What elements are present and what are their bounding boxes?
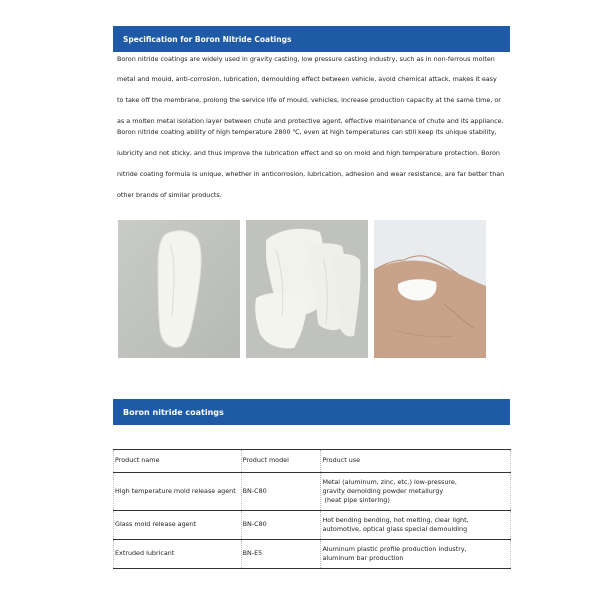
header-product-use: Product use — [321, 450, 511, 473]
table-row — [114, 473, 511, 511]
product-use-line: Metal (aluminum, zinc, etc.) low-pressure, — [322, 477, 457, 486]
product-use-cell — [321, 473, 511, 511]
coating-smear-photo — [118, 220, 240, 358]
table-row — [114, 511, 511, 540]
product-use-line: Aluminum plastic profile production industry, — [322, 544, 467, 553]
product-use-line: Hot bending bending, hot melting, clear light, — [322, 515, 469, 524]
product-use-cell — [321, 540, 511, 569]
header-product-name: Product name — [114, 450, 242, 473]
product-model-cell: BN-C80 — [241, 473, 321, 511]
product-name-cell: Extruded lubricant — [114, 540, 242, 569]
section-banner — [113, 399, 510, 425]
section-banner-title: Boron nitride coatings — [123, 407, 224, 417]
table-row — [114, 540, 511, 569]
intro-line: Boron nitride coatings are widely used in gravity casting, low pressure casting industry, such as in non-ferrous molten — [117, 55, 495, 63]
table-header-row — [114, 450, 511, 473]
product-name-cell: High temperature mold release agent — [114, 473, 242, 511]
intro-line: as a molten metal isolation layer between chute and protective agent, effective maintenance of chute and its appliance. — [117, 117, 504, 125]
spec-banner — [113, 26, 510, 52]
product-table — [113, 449, 511, 569]
intro-line: to take off the membrane, prolong the service life of mould, vehicles, increase production capacity at the same time, or — [117, 96, 501, 104]
intro-line: Boron nitride coating ability of high temperature 2800 ℃, even at high temperatures can still keep its unique stability, — [117, 128, 497, 136]
product-use-line: (heat pipe sintering) — [322, 496, 390, 505]
product-use-line: aluminum bar production — [322, 554, 404, 562]
intro-line: nitride coating formula is unique, whether in anticorrosion, lubrication, adhesion and wear resistance, are far better than — [117, 170, 505, 178]
product-use-line: gravity demolding powder metallurgy — [322, 486, 444, 495]
product-use-cell — [321, 511, 511, 540]
intro-line: metal and mould, anti-corrosion, lubrication, demoulding effect between vehicle, avoid chemical attack, makes it easy — [117, 75, 497, 83]
intro-line: lubricity and not sticky, and thus improve the lubrication effect and so on mold and high temperature protection. Boron — [117, 149, 500, 157]
header-product-model: Product model — [241, 450, 321, 473]
product-use-line: automotive, optical glass special demoulding — [322, 525, 468, 533]
product-model-cell: BN-E5 — [241, 540, 321, 569]
spec-banner-title: Specification for Boron Nitride Coatings — [123, 34, 292, 44]
hand-coating-photo — [374, 220, 486, 358]
product-name-cell: Glass mold release agent — [114, 511, 242, 540]
coating-spread-photo — [246, 220, 368, 358]
product-model-cell: BN-C80 — [241, 511, 321, 540]
intro-line: other brands of similar products. — [117, 191, 222, 199]
